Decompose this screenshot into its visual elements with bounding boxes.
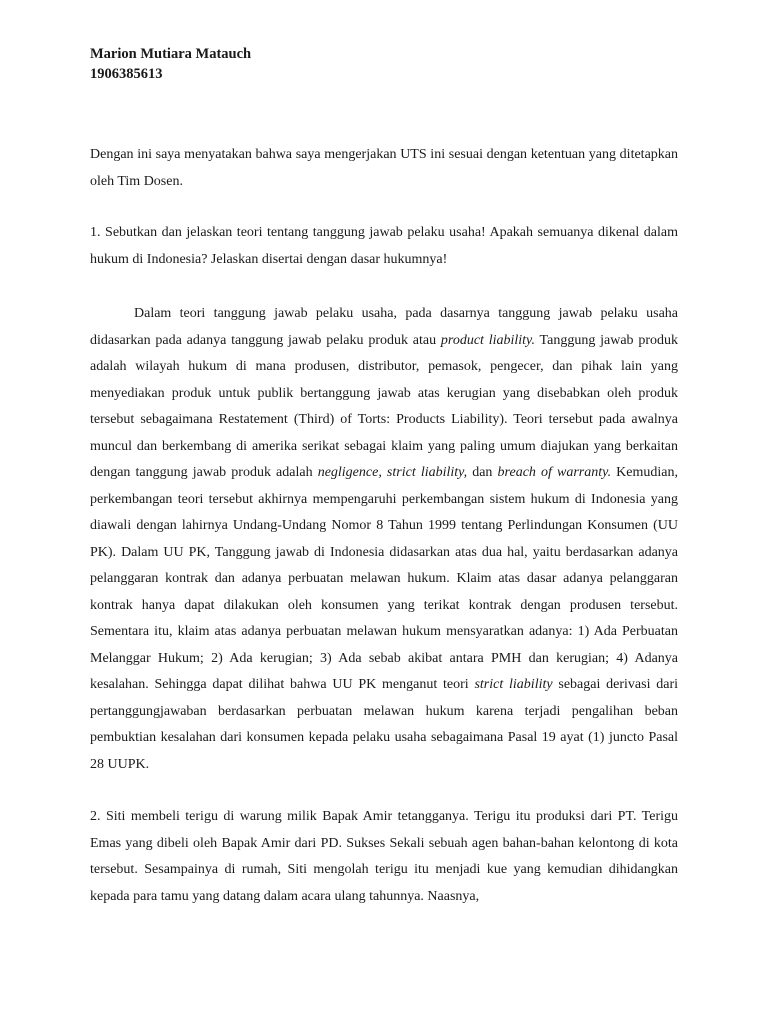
answer-1-term-strict-liability: strict liability (474, 677, 553, 692)
answer-1-paragraph (90, 301, 678, 778)
answer-1-text-5: sebagai derivasi dari pertanggungjawaban berdasarkan perbuatan melawan hukum karena terjadi pengalihan beban pembuktian kesalahan dari konsumen kepada pelaku usaha sebagaimana Pasal 19 ayat (1) juncto Pasal 28 UUPK. (90, 677, 679, 772)
author-name: Marion Mutiara Matauch (90, 46, 252, 62)
question-1: 1. Sebutkan dan jelaskan teori tentang tanggung jawab pelaku usaha! Apakah semuanya dikenal dalam hukum di Indonesia? Jelaskan disertai dengan dasar hukumnya! (90, 225, 678, 267)
answer-1-text-2: Tanggung jawab produk adalah wilayah hukum di mana produsen, distributor, pemasok, pengecer, dan pihak lain yang menyediakan produk untuk publik bertanggung jawab atas kerugian yang disebabkan oleh produk tersebut sebagaimana Restatement (Third) of Torts: Products Liability). Teori tersebut pada awalnya muncul dan berkembang di amerika serikat sebagai klaim yang paling umum diajukan yang berkaitan dengan tanggung jawab produk adalah (90, 332, 679, 480)
answer-1-text-3: dan (467, 465, 498, 480)
answer-1-term-breach: breach of warranty. (497, 465, 612, 480)
answer-1-text-1: Dalam teori tanggung jawab pelaku usaha, pada dasarnya tanggung jawab pelaku usaha didasarkan pada adanya tanggung jawab pelaku produk atau (90, 306, 678, 348)
question-2: 2. Siti membeli terigu di warung milik Bapak Amir tetangganya. Terigu itu produksi dari PT. Terigu Emas yang dibeli oleh Bapak Amir dari PD. Sukses Sekali sebuah agen bahan-bahan kelontong di kota tersebut. Sesampainya di rumah, Siti mengolah terigu itu menjadi kue yang kemudian dihidangkan kepada para tamu yang datang dalam acara ulang tahunnya. Naasnya, (90, 809, 678, 904)
answer-1-term-product-liability: product liability. (440, 332, 535, 348)
student-id: 1906385613 (90, 66, 163, 82)
answer-1-term-negligence: negligence, strict liability, (317, 465, 468, 480)
answer-1-text-4: Kemudian, perkembangan teori tersebut akhirnya mempengaruhi perkembangan sistem hukum di Indonesia yang diawali dengan lahirnya Undang-Undang Nomor 8 Tahun 1999 tentang Perlindungan Konsumen (UU PK). Dalam UU PK, Tanggung jawab di Indonesia didasarkan atas dua hal, yaitu berdasarkan adanya pelanggaran kontrak dan adanya perbuatan melawan hukum. Klaim atas dasar adanya pelanggaran kontrak hanya dapat dilakukan oleh konsumen yang terikat kontrak dengan produsen tersebut. Sementara itu, klaim atas adanya perbuatan melawan hukum mensyaratkan adanya: 1) Ada Perbuatan Melanggar Hukum; 2) Ada kerugian; 3) Ada sebab akibat antara PMH dan kerugian; 4) Adanya kesalahan. Sehingga dapat dilihat bahwa UU PK menganut teori (90, 465, 679, 692)
statement-paragraph: Dengan ini saya menyatakan bahwa saya mengerjakan UTS ini sesuai dengan ketentuan yang ditetapkan oleh Tim Dosen. (90, 147, 678, 189)
